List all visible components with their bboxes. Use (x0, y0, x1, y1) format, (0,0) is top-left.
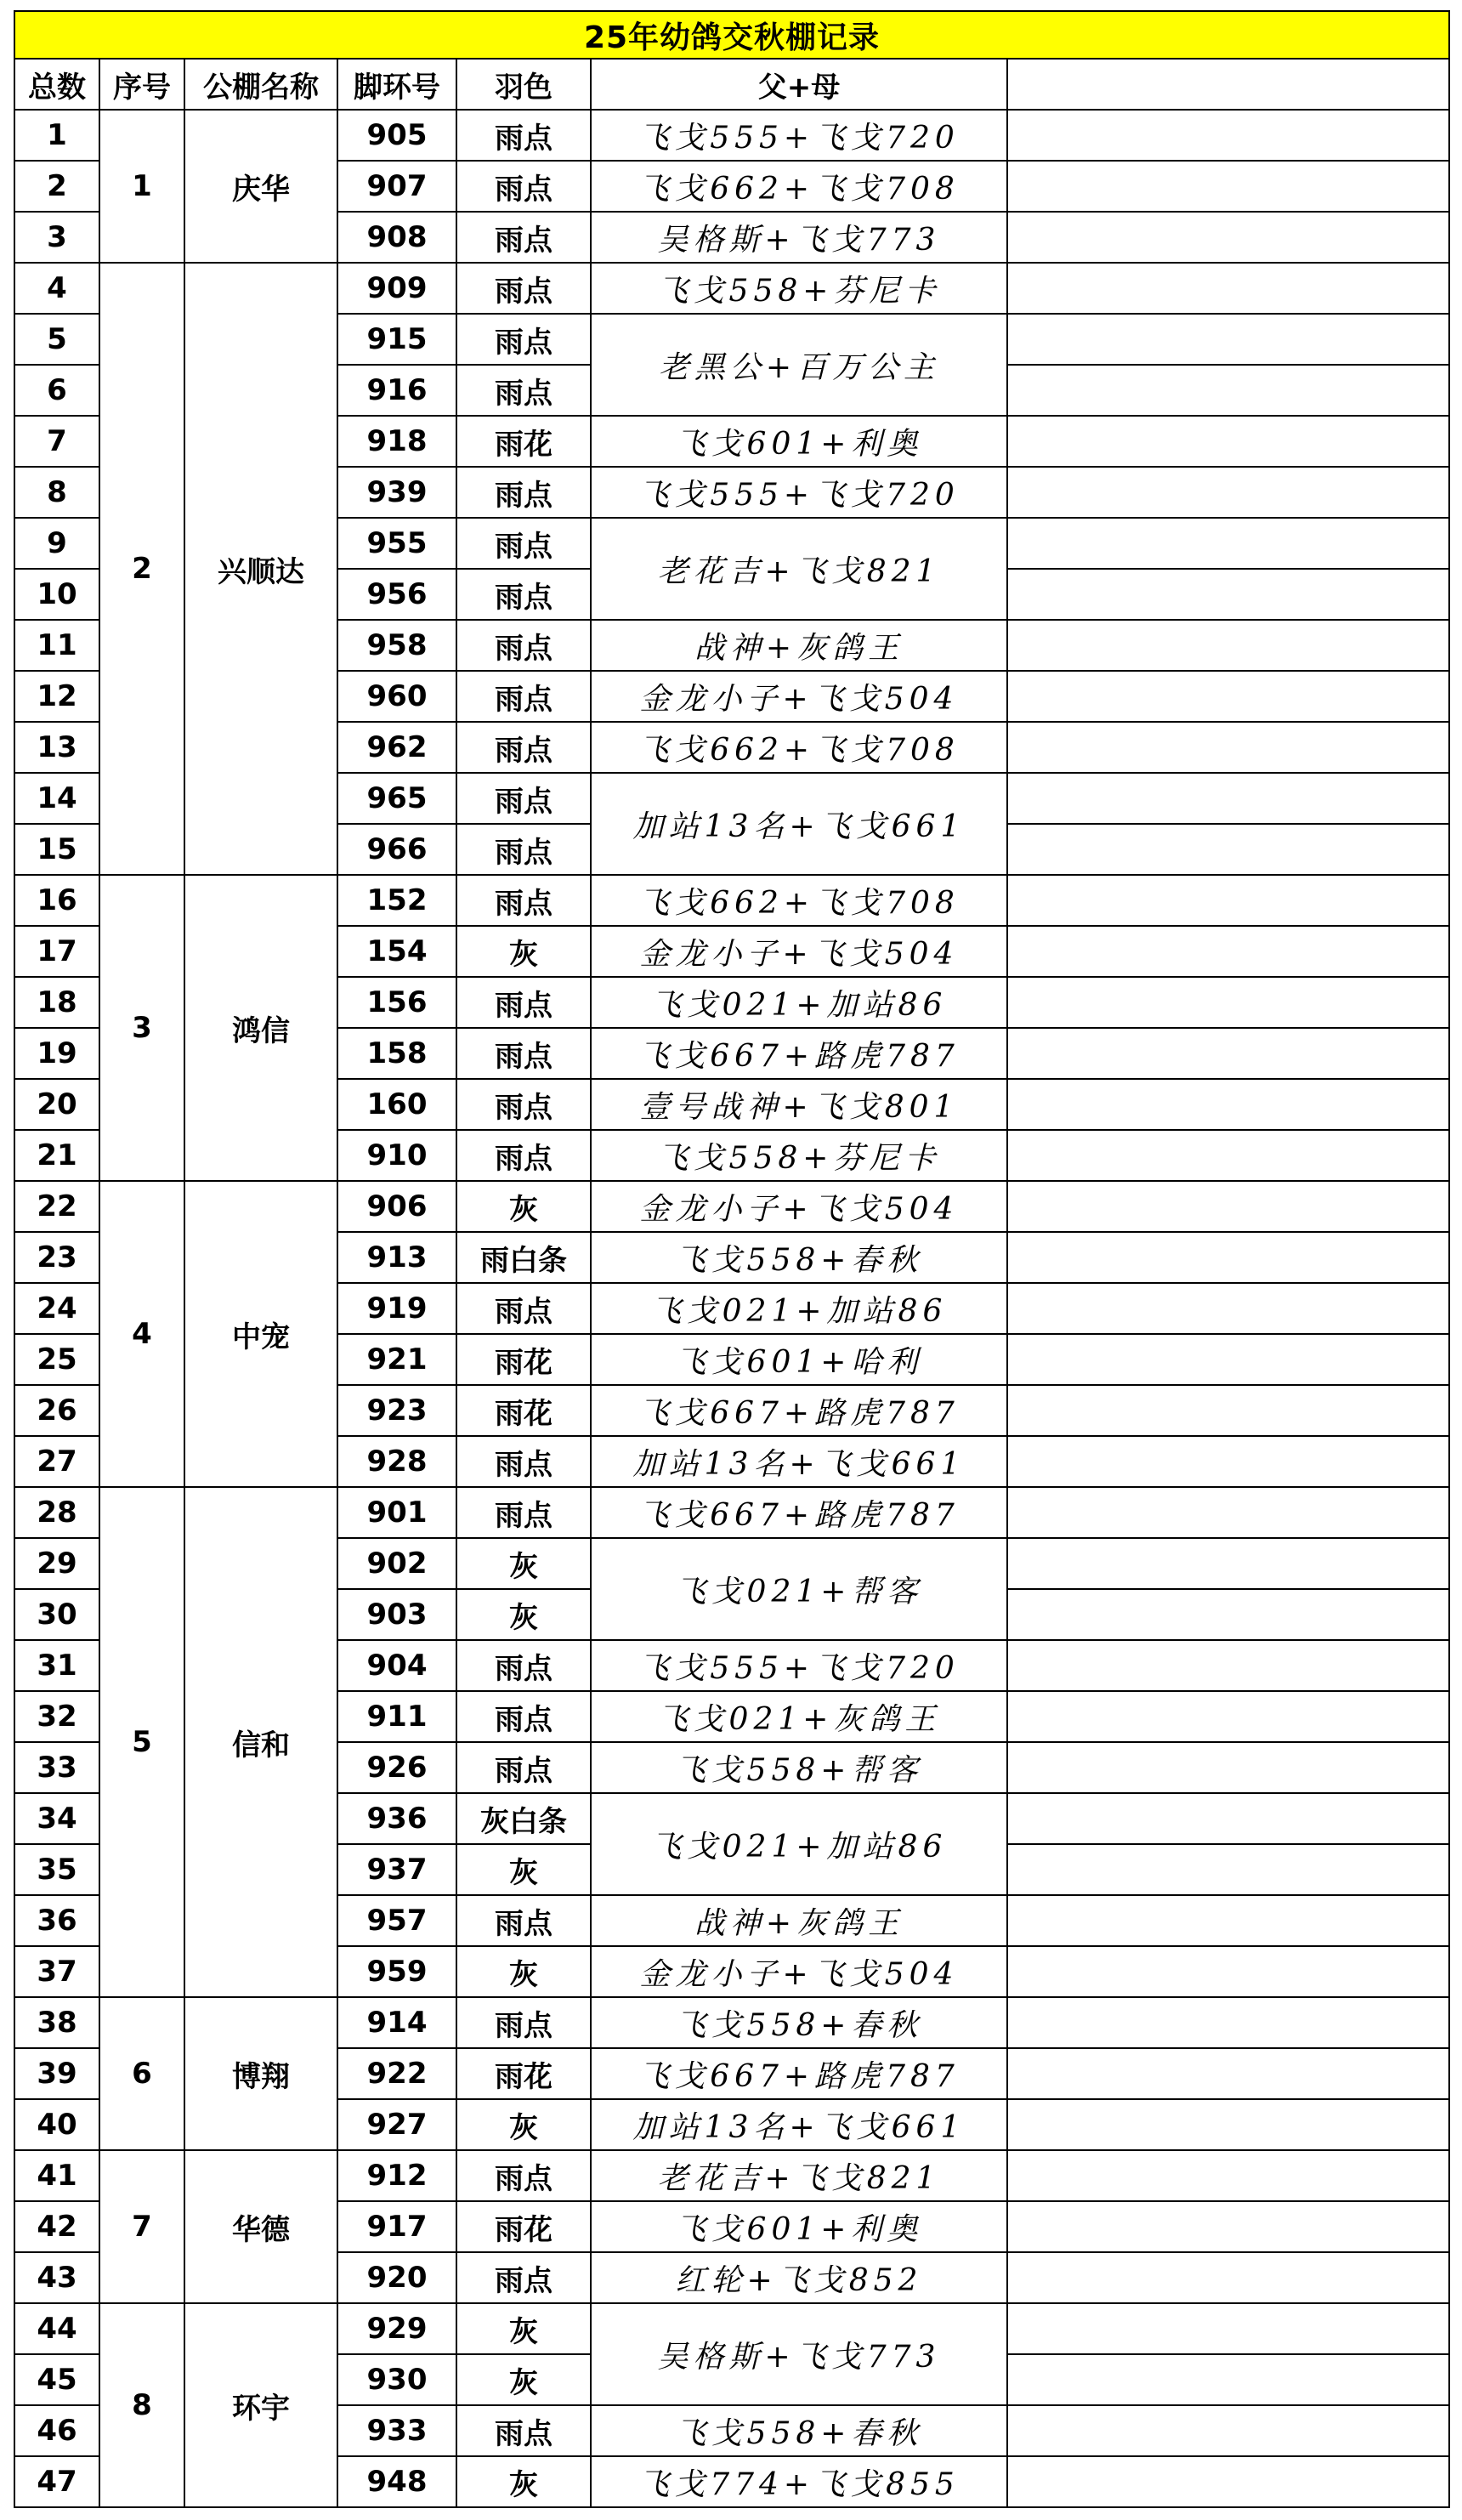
empty-cell (1007, 161, 1449, 212)
ring-number-cell: 958 (337, 620, 456, 671)
feather-color-cell: 灰 (456, 1538, 591, 1589)
seq-cell: 1 (99, 110, 184, 263)
table-row (14, 2150, 1449, 2201)
total-cell: 30 (14, 1589, 99, 1640)
total-cell: 45 (14, 2354, 99, 2405)
loft-name-cell: 中宠 (184, 1181, 337, 1487)
loft-name-cell: 华德 (184, 2150, 337, 2303)
ring-number-cell: 905 (337, 110, 456, 161)
feather-color-cell: 灰 (456, 2354, 591, 2405)
total-cell: 20 (14, 1079, 99, 1130)
empty-cell (1007, 518, 1449, 569)
feather-color-cell: 雨点 (456, 1691, 591, 1742)
total-cell: 39 (14, 2048, 99, 2099)
ring-number-cell: 913 (337, 1232, 456, 1283)
empty-cell (1007, 1232, 1449, 1283)
feather-color-cell: 雨点 (456, 263, 591, 314)
total-cell: 44 (14, 2303, 99, 2354)
ring-number-cell: 930 (337, 2354, 456, 2405)
feather-color-cell: 灰 (456, 2099, 591, 2150)
feather-color-cell: 雨花 (456, 1334, 591, 1385)
ring-number-cell: 901 (337, 1487, 456, 1538)
empty-cell (1007, 1079, 1449, 1130)
ring-number-cell: 922 (337, 2048, 456, 2099)
parents-cell: 战神+灰鸽王 (591, 1895, 1007, 1946)
header-parents: 父+母 (591, 59, 1007, 110)
empty-cell (1007, 1385, 1449, 1436)
parents-cell: 飞戈558+帮客 (591, 1742, 1007, 1793)
feather-color-cell: 雨点 (456, 110, 591, 161)
table-row (14, 263, 1449, 314)
loft-name-cell: 博翔 (184, 1997, 337, 2150)
total-cell: 43 (14, 2252, 99, 2303)
seq-cell: 6 (99, 1997, 184, 2150)
parents-cell: 飞戈555+飞戈720 (591, 467, 1007, 518)
table-row (14, 875, 1449, 926)
total-cell: 42 (14, 2201, 99, 2252)
empty-cell (1007, 1436, 1449, 1487)
parents-cell: 飞戈774+飞戈855 (591, 2456, 1007, 2507)
ring-number-cell: 158 (337, 1028, 456, 1079)
ring-number-cell: 939 (337, 467, 456, 518)
parents-cell: 红轮+飞戈852 (591, 2252, 1007, 2303)
pigeon-record-table (14, 10, 1450, 2508)
parents-cell: 老黑公+百万公主 (591, 314, 1007, 416)
total-cell: 25 (14, 1334, 99, 1385)
ring-number-cell: 908 (337, 212, 456, 263)
ring-number-cell: 902 (337, 1538, 456, 1589)
ring-number-cell: 912 (337, 2150, 456, 2201)
ring-number-cell: 966 (337, 824, 456, 875)
empty-cell (1007, 1742, 1449, 1793)
parents-cell: 壹号战神+飞戈801 (591, 1079, 1007, 1130)
title-row (14, 11, 1449, 59)
empty-cell (1007, 620, 1449, 671)
parents-cell: 飞戈558+春秋 (591, 1232, 1007, 1283)
parents-cell: 老花吉+飞戈821 (591, 2150, 1007, 2201)
feather-color-cell: 灰白条 (456, 1793, 591, 1844)
feather-color-cell: 雨点 (456, 671, 591, 722)
ring-number-cell: 916 (337, 365, 456, 416)
total-cell: 17 (14, 926, 99, 977)
loft-name-cell: 庆华 (184, 110, 337, 263)
ring-number-cell: 909 (337, 263, 456, 314)
feather-color-cell: 雨花 (456, 2201, 591, 2252)
total-cell: 4 (14, 263, 99, 314)
parents-cell: 飞戈021+灰鸽王 (591, 1691, 1007, 1742)
total-cell: 10 (14, 569, 99, 620)
empty-cell (1007, 1844, 1449, 1895)
feather-color-cell: 雨点 (456, 518, 591, 569)
total-cell: 41 (14, 2150, 99, 2201)
feather-color-cell: 雨点 (456, 824, 591, 875)
seq-cell: 8 (99, 2303, 184, 2507)
ring-number-cell: 904 (337, 1640, 456, 1691)
total-cell: 29 (14, 1538, 99, 1589)
total-cell: 19 (14, 1028, 99, 1079)
parents-cell: 老花吉+飞戈821 (591, 518, 1007, 620)
parents-cell: 飞戈021+帮客 (591, 1538, 1007, 1640)
feather-color-cell: 灰 (456, 2456, 591, 2507)
empty-cell (1007, 875, 1449, 926)
total-cell: 7 (14, 416, 99, 467)
feather-color-cell: 雨点 (456, 977, 591, 1028)
empty-cell (1007, 569, 1449, 620)
seq-cell: 7 (99, 2150, 184, 2303)
ring-number-cell: 937 (337, 1844, 456, 1895)
empty-cell (1007, 212, 1449, 263)
ring-number-cell: 152 (337, 875, 456, 926)
total-cell: 47 (14, 2456, 99, 2507)
parents-cell: 飞戈667+路虎787 (591, 2048, 1007, 2099)
ring-number-cell: 926 (337, 1742, 456, 1793)
total-cell: 11 (14, 620, 99, 671)
empty-cell (1007, 1895, 1449, 1946)
feather-color-cell: 雨点 (456, 620, 591, 671)
parents-cell: 飞戈558+芬尼卡 (591, 263, 1007, 314)
feather-color-cell: 雨点 (456, 569, 591, 620)
table-row (14, 1997, 1449, 2048)
total-cell: 13 (14, 722, 99, 773)
total-cell: 6 (14, 365, 99, 416)
ring-number-cell: 920 (337, 2252, 456, 2303)
total-cell: 15 (14, 824, 99, 875)
parents-cell: 飞戈558+春秋 (591, 2405, 1007, 2456)
empty-cell (1007, 722, 1449, 773)
parents-cell: 飞戈667+路虎787 (591, 1487, 1007, 1538)
total-cell: 22 (14, 1181, 99, 1232)
parents-cell: 飞戈601+利奥 (591, 416, 1007, 467)
ring-number-cell: 917 (337, 2201, 456, 2252)
total-cell: 28 (14, 1487, 99, 1538)
empty-cell (1007, 2405, 1449, 2456)
feather-color-cell: 雨点 (456, 1997, 591, 2048)
parents-cell: 金龙小子+飞戈504 (591, 926, 1007, 977)
feather-color-cell: 雨点 (456, 1130, 591, 1181)
empty-cell (1007, 467, 1449, 518)
seq-cell: 4 (99, 1181, 184, 1487)
total-cell: 5 (14, 314, 99, 365)
total-cell: 31 (14, 1640, 99, 1691)
empty-cell (1007, 1181, 1449, 1232)
loft-name-cell: 信和 (184, 1487, 337, 1997)
empty-cell (1007, 416, 1449, 467)
ring-number-cell: 933 (337, 2405, 456, 2456)
total-cell: 33 (14, 1742, 99, 1793)
table-row (14, 1181, 1449, 1232)
total-cell: 35 (14, 1844, 99, 1895)
table-row (14, 110, 1449, 161)
empty-cell (1007, 365, 1449, 416)
empty-cell (1007, 1793, 1449, 1844)
ring-number-cell: 962 (337, 722, 456, 773)
total-cell: 18 (14, 977, 99, 1028)
empty-cell (1007, 1028, 1449, 1079)
feather-color-cell: 雨点 (456, 314, 591, 365)
parents-cell: 飞戈601+哈利 (591, 1334, 1007, 1385)
ring-number-cell: 903 (337, 1589, 456, 1640)
feather-color-cell: 雨点 (456, 1487, 591, 1538)
parents-cell: 加站13名+飞戈661 (591, 2099, 1007, 2150)
feather-color-cell: 雨点 (456, 161, 591, 212)
parents-cell: 飞戈601+利奥 (591, 2201, 1007, 2252)
feather-color-cell: 灰 (456, 1844, 591, 1895)
total-cell: 24 (14, 1283, 99, 1334)
parents-cell: 飞戈555+飞戈720 (591, 110, 1007, 161)
feather-color-cell: 雨点 (456, 1283, 591, 1334)
total-cell: 26 (14, 1385, 99, 1436)
parents-cell: 飞戈662+飞戈708 (591, 161, 1007, 212)
empty-cell (1007, 1334, 1449, 1385)
feather-color-cell: 雨点 (456, 365, 591, 416)
header-feather-color: 羽色 (456, 59, 591, 110)
header-ring-number: 脚环号 (337, 59, 456, 110)
seq-cell: 3 (99, 875, 184, 1181)
parents-cell: 飞戈662+飞戈708 (591, 722, 1007, 773)
empty-cell (1007, 1130, 1449, 1181)
ring-number-cell: 921 (337, 1334, 456, 1385)
feather-color-cell: 雨点 (456, 212, 591, 263)
ring-number-cell: 160 (337, 1079, 456, 1130)
ring-number-cell: 156 (337, 977, 456, 1028)
empty-cell (1007, 1640, 1449, 1691)
empty-cell (1007, 263, 1449, 314)
ring-number-cell: 956 (337, 569, 456, 620)
loft-name-cell: 鸿信 (184, 875, 337, 1181)
empty-cell (1007, 314, 1449, 365)
parents-cell: 飞戈021+加站86 (591, 977, 1007, 1028)
total-cell: 40 (14, 2099, 99, 2150)
ring-number-cell: 914 (337, 1997, 456, 2048)
feather-color-cell: 雨点 (456, 2150, 591, 2201)
total-cell: 12 (14, 671, 99, 722)
feather-color-cell: 灰 (456, 1946, 591, 1997)
empty-cell (1007, 2048, 1449, 2099)
header-total: 总数 (14, 59, 99, 110)
empty-cell (1007, 1691, 1449, 1742)
loft-name-cell: 环宇 (184, 2303, 337, 2507)
ring-number-cell: 910 (337, 1130, 456, 1181)
empty-cell (1007, 1283, 1449, 1334)
total-cell: 34 (14, 1793, 99, 1844)
header-loft-name: 公棚名称 (184, 59, 337, 110)
feather-color-cell: 雨点 (456, 2252, 591, 2303)
total-cell: 23 (14, 1232, 99, 1283)
feather-color-cell: 雨点 (456, 875, 591, 926)
total-cell: 37 (14, 1946, 99, 1997)
feather-color-cell: 灰 (456, 1181, 591, 1232)
parents-cell: 加站13名+飞戈661 (591, 1436, 1007, 1487)
ring-number-cell: 959 (337, 1946, 456, 1997)
ring-number-cell: 936 (337, 1793, 456, 1844)
total-cell: 1 (14, 110, 99, 161)
parents-cell: 金龙小子+飞戈504 (591, 1946, 1007, 1997)
sheet-title: 25年幼鸽交秋棚记录 (14, 11, 1449, 59)
parents-cell: 飞戈667+路虎787 (591, 1028, 1007, 1079)
parents-cell: 飞戈558+芬尼卡 (591, 1130, 1007, 1181)
ring-number-cell: 154 (337, 926, 456, 977)
ring-number-cell: 919 (337, 1283, 456, 1334)
parents-cell: 金龙小子+飞戈504 (591, 671, 1007, 722)
ring-number-cell: 957 (337, 1895, 456, 1946)
feather-color-cell: 灰 (456, 1589, 591, 1640)
feather-color-cell: 雨点 (456, 1079, 591, 1130)
total-cell: 14 (14, 773, 99, 824)
ring-number-cell: 923 (337, 1385, 456, 1436)
ring-number-cell: 955 (337, 518, 456, 569)
total-cell: 27 (14, 1436, 99, 1487)
empty-cell (1007, 671, 1449, 722)
empty-cell (1007, 110, 1449, 161)
ring-number-cell: 927 (337, 2099, 456, 2150)
ring-number-cell: 960 (337, 671, 456, 722)
seq-cell: 2 (99, 263, 184, 875)
empty-cell (1007, 773, 1449, 824)
empty-cell (1007, 2099, 1449, 2150)
ring-number-cell: 906 (337, 1181, 456, 1232)
feather-color-cell: 雨点 (456, 722, 591, 773)
feather-color-cell: 雨点 (456, 467, 591, 518)
empty-cell (1007, 1487, 1449, 1538)
feather-color-cell: 雨花 (456, 2048, 591, 2099)
empty-cell (1007, 977, 1449, 1028)
feather-color-cell: 雨点 (456, 773, 591, 824)
empty-cell (1007, 926, 1449, 977)
total-cell: 9 (14, 518, 99, 569)
ring-number-cell: 929 (337, 2303, 456, 2354)
feather-color-cell: 雨点 (456, 1640, 591, 1691)
table-row (14, 2303, 1449, 2354)
header-row (14, 59, 1449, 110)
empty-cell (1007, 1997, 1449, 2048)
feather-color-cell: 雨花 (456, 1385, 591, 1436)
empty-cell (1007, 2201, 1449, 2252)
parents-cell: 吴格斯+飞戈773 (591, 212, 1007, 263)
feather-color-cell: 雨点 (456, 1895, 591, 1946)
parents-cell: 飞戈021+加站86 (591, 1283, 1007, 1334)
feather-color-cell: 灰 (456, 926, 591, 977)
parents-cell: 飞戈662+飞戈708 (591, 875, 1007, 926)
ring-number-cell: 948 (337, 2456, 456, 2507)
feather-color-cell: 灰 (456, 2303, 591, 2354)
parents-cell: 飞戈558+春秋 (591, 1997, 1007, 2048)
parents-cell: 飞戈021+加站86 (591, 1793, 1007, 1895)
empty-cell (1007, 2150, 1449, 2201)
ring-number-cell: 918 (337, 416, 456, 467)
empty-cell (1007, 1946, 1449, 1997)
feather-color-cell: 雨点 (456, 1742, 591, 1793)
total-cell: 2 (14, 161, 99, 212)
ring-number-cell: 928 (337, 1436, 456, 1487)
feather-color-cell: 雨点 (456, 2405, 591, 2456)
feather-color-cell: 雨白条 (456, 1232, 591, 1283)
ring-number-cell: 965 (337, 773, 456, 824)
seq-cell: 5 (99, 1487, 184, 1997)
loft-name-cell: 兴顺达 (184, 263, 337, 875)
ring-number-cell: 911 (337, 1691, 456, 1742)
feather-color-cell: 雨花 (456, 416, 591, 467)
total-cell: 3 (14, 212, 99, 263)
empty-cell (1007, 2303, 1449, 2354)
total-cell: 46 (14, 2405, 99, 2456)
empty-cell (1007, 1538, 1449, 1589)
parents-cell: 金龙小子+飞戈504 (591, 1181, 1007, 1232)
header-empty-cell (1007, 59, 1449, 110)
total-cell: 32 (14, 1691, 99, 1742)
feather-color-cell: 雨点 (456, 1436, 591, 1487)
total-cell: 8 (14, 467, 99, 518)
empty-cell (1007, 2456, 1449, 2507)
total-cell: 36 (14, 1895, 99, 1946)
empty-cell (1007, 1589, 1449, 1640)
parents-cell: 飞戈555+飞戈720 (591, 1640, 1007, 1691)
parents-cell: 战神+灰鸽王 (591, 620, 1007, 671)
header-seq: 序号 (99, 59, 184, 110)
parents-cell: 加站13名+飞戈661 (591, 773, 1007, 875)
empty-cell (1007, 824, 1449, 875)
ring-number-cell: 915 (337, 314, 456, 365)
feather-color-cell: 雨点 (456, 1028, 591, 1079)
total-cell: 21 (14, 1130, 99, 1181)
table-row (14, 1487, 1449, 1538)
parents-cell: 飞戈667+路虎787 (591, 1385, 1007, 1436)
parents-cell: 吴格斯+飞戈773 (591, 2303, 1007, 2405)
ring-number-cell: 907 (337, 161, 456, 212)
total-cell: 16 (14, 875, 99, 926)
total-cell: 38 (14, 1997, 99, 2048)
empty-cell (1007, 2252, 1449, 2303)
empty-cell (1007, 2354, 1449, 2405)
